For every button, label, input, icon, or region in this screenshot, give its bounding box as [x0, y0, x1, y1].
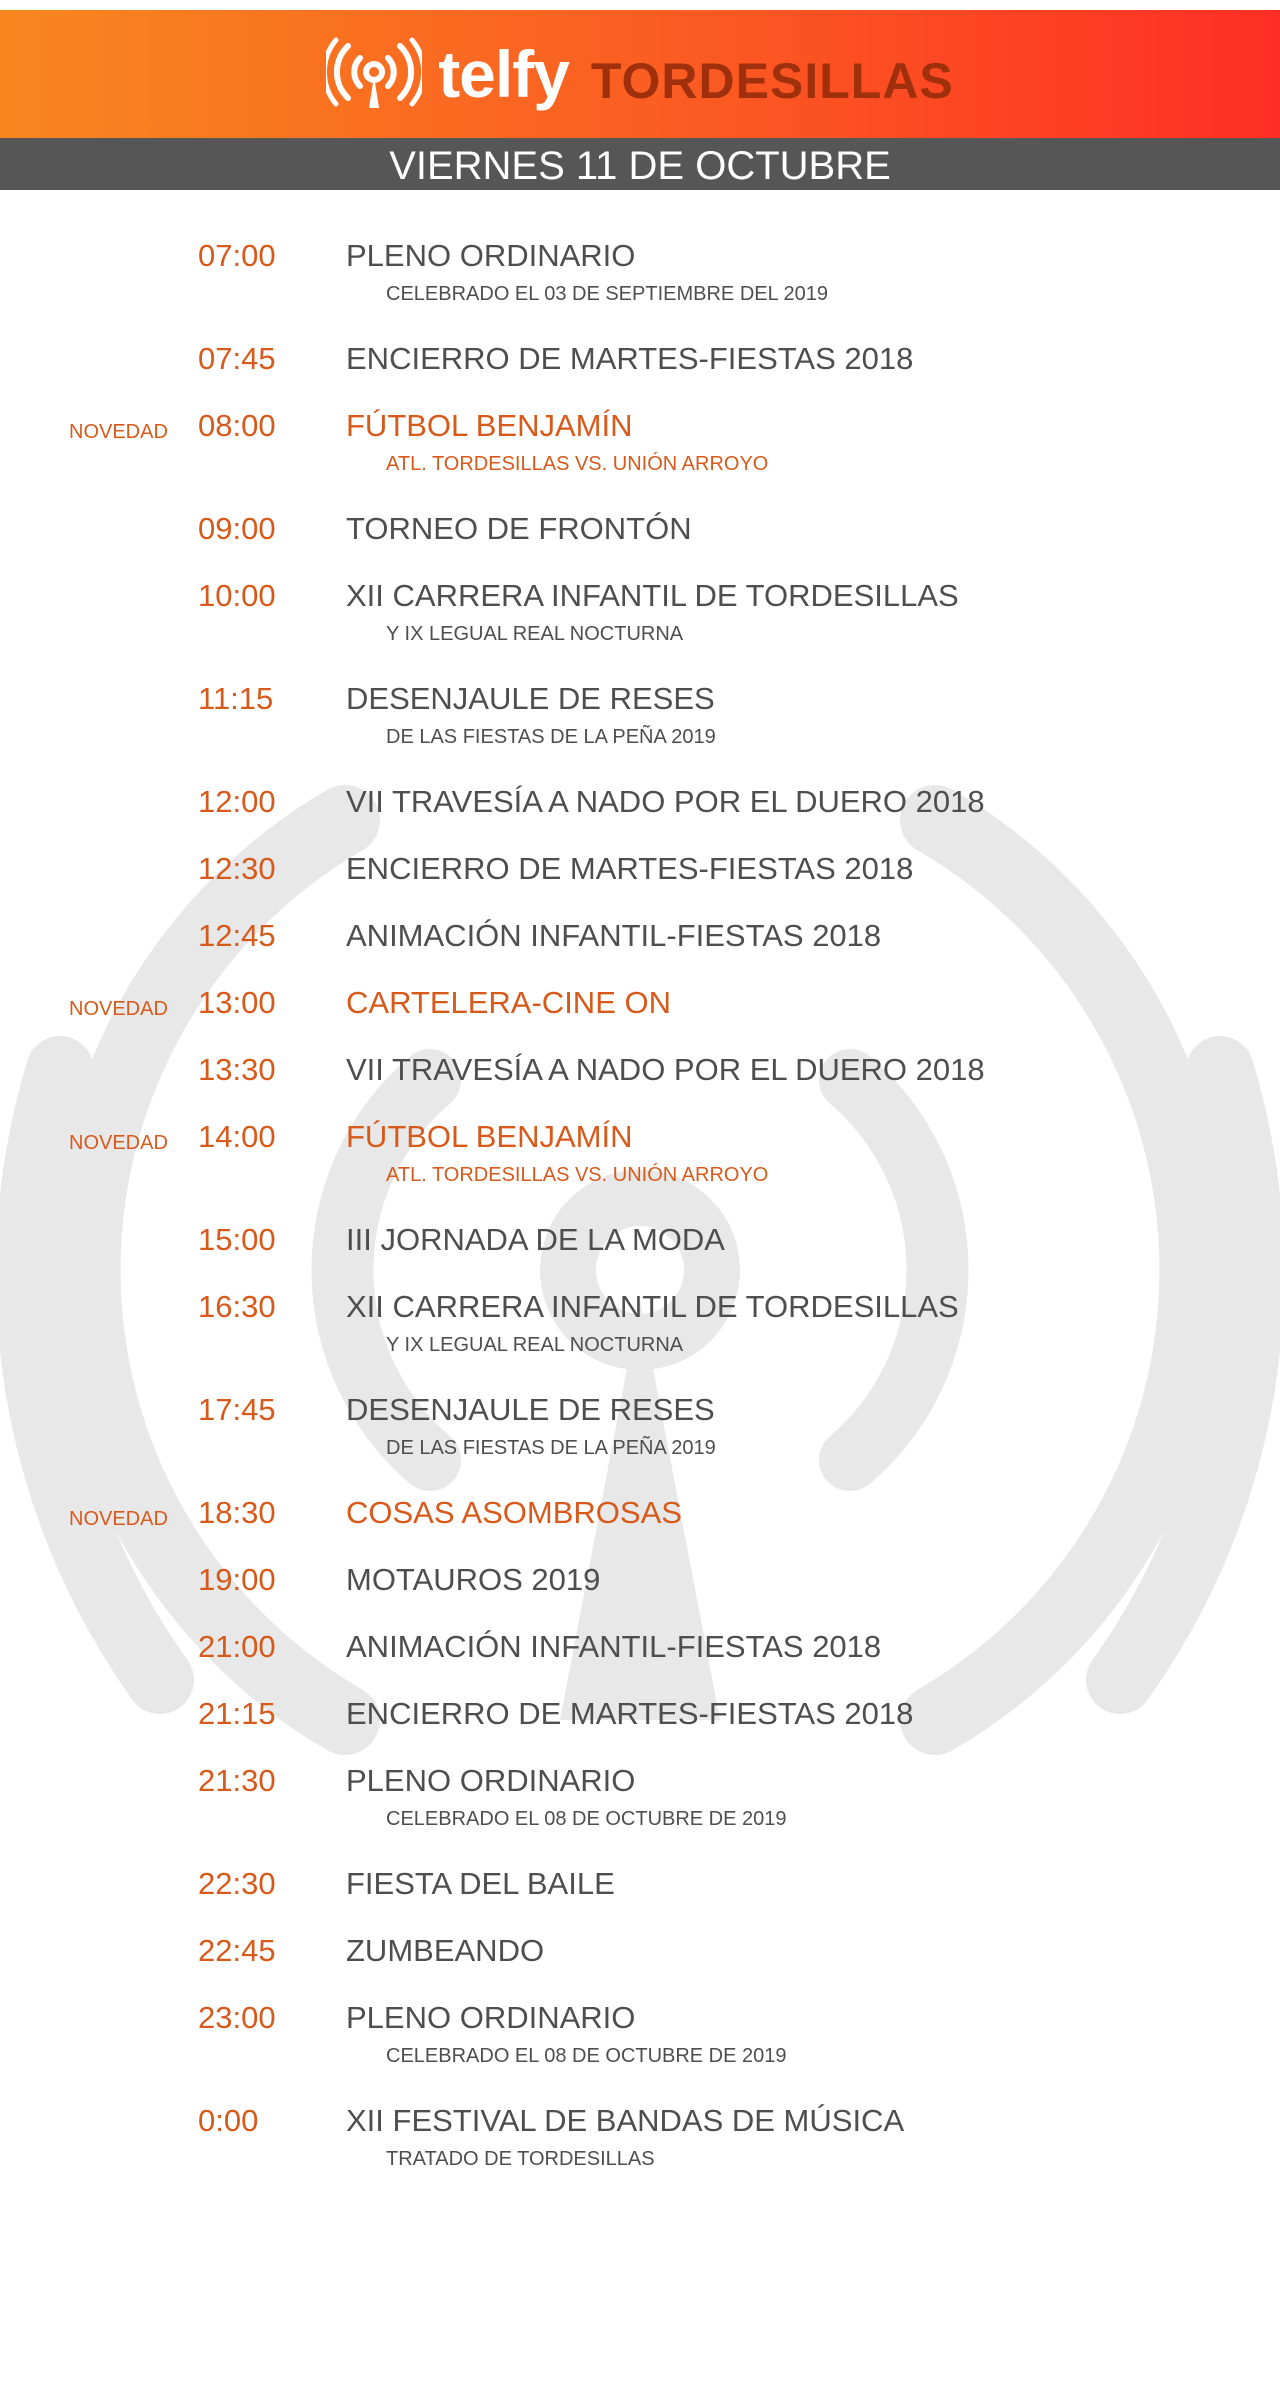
program-title: COSAS ASOMBROSAS	[346, 1495, 682, 1530]
schedule-row	[0, 1761, 1280, 1864]
schedule-time: 10:00	[198, 578, 276, 613]
schedule-row	[0, 1864, 1280, 1931]
schedule-row	[0, 916, 1280, 983]
schedule-time: 09:00	[198, 511, 276, 546]
program-subtitle: CELEBRADO EL 03 DE SEPTIEMBRE DEL 2019	[386, 283, 829, 305]
schedule-time: 16:30	[198, 1289, 276, 1324]
schedule-time: 0:00	[198, 2103, 259, 2138]
schedule-time: 12:30	[198, 851, 276, 886]
schedule-time: 13:30	[198, 1052, 276, 1087]
schedule-row	[0, 782, 1280, 849]
schedule-time: 07:00	[198, 238, 276, 273]
program-title: XII CARRERA INFANTIL DE TORDESILLAS	[346, 578, 959, 613]
program-title: ANIMACIÓN INFANTIL-FIESTAS 2018	[346, 918, 882, 953]
schedule-row	[0, 2101, 1280, 2204]
schedule-row	[0, 406, 1280, 509]
brand-logo	[0, 10, 1280, 138]
schedule-time: 23:00	[198, 2000, 276, 2035]
novedad-badge: NOVEDAD	[69, 421, 168, 443]
program-title: ENCIERRO DE MARTES-FIESTAS 2018	[346, 1696, 914, 1731]
program-subtitle: DE LAS FIESTAS DE LA PEÑA 2019	[386, 1437, 716, 1459]
program-title: VII TRAVESÍA A NADO POR EL DUERO 2018	[346, 784, 985, 819]
schedule-row	[0, 1998, 1280, 2101]
schedule-row	[0, 1220, 1280, 1287]
novedad-badge: NOVEDAD	[69, 1508, 168, 1530]
schedule-row	[0, 339, 1280, 406]
schedule-time: 15:00	[198, 1222, 276, 1257]
brand-location: TORDESILLAS	[590, 53, 954, 109]
program-title: PLENO ORDINARIO	[346, 1763, 636, 1798]
schedule-row	[0, 576, 1280, 679]
schedule-time: 14:00	[198, 1119, 276, 1154]
program-subtitle: DE LAS FIESTAS DE LA PEÑA 2019	[386, 726, 716, 748]
schedule-row	[0, 236, 1280, 339]
broadcast-signal-icon	[326, 36, 422, 112]
program-title: III JORNADA DE LA MODA	[346, 1222, 725, 1257]
program-subtitle: Y IX LEGUAL REAL NOCTURNA	[386, 623, 684, 645]
program-title: PLENO ORDINARIO	[346, 238, 636, 273]
schedule-time: 22:45	[198, 1933, 276, 1968]
program-subtitle: TRATADO DE TORDESILLAS	[386, 2148, 655, 2170]
program-title: FÚTBOL BENJAMÍN	[346, 1119, 633, 1154]
schedule-row	[0, 679, 1280, 782]
program-title: MOTAUROS 2019	[346, 1562, 601, 1597]
schedule-row	[0, 1050, 1280, 1117]
program-title: DESENJAULE DE RESES	[346, 681, 715, 716]
schedule-time: 12:00	[198, 784, 276, 819]
schedule-time: 13:00	[198, 985, 276, 1020]
program-title: CARTELERA-CINE ON	[346, 985, 671, 1020]
schedule-time: 22:30	[198, 1866, 276, 1901]
novedad-badge: NOVEDAD	[69, 998, 168, 1020]
schedule-row	[0, 983, 1280, 1050]
schedule-time: 21:15	[198, 1696, 276, 1731]
schedule-time: 21:30	[198, 1763, 276, 1798]
program-subtitle: ATL. TORDESILLAS VS. UNIÓN ARROYO	[386, 1164, 769, 1186]
program-title: ENCIERRO DE MARTES-FIESTAS 2018	[346, 851, 914, 886]
schedule-row	[0, 1117, 1280, 1220]
program-subtitle: ATL. TORDESILLAS VS. UNIÓN ARROYO	[386, 453, 769, 475]
schedule-time: 07:45	[198, 341, 276, 376]
schedule-time: 21:00	[198, 1629, 276, 1664]
program-title: ANIMACIÓN INFANTIL-FIESTAS 2018	[346, 1629, 882, 1664]
schedule-row	[0, 1560, 1280, 1627]
novedad-badge: NOVEDAD	[69, 1132, 168, 1154]
program-subtitle: CELEBRADO EL 08 DE OCTUBRE DE 2019	[386, 1808, 787, 1830]
schedule-time: 19:00	[198, 1562, 276, 1597]
program-title: XII FESTIVAL DE BANDAS DE MÚSICA	[346, 2103, 905, 2138]
program-title: DESENJAULE DE RESES	[346, 1392, 715, 1427]
program-title: XII CARRERA INFANTIL DE TORDESILLAS	[346, 1289, 959, 1324]
schedule-time: 11:15	[198, 681, 274, 716]
schedule-row	[0, 1493, 1280, 1560]
program-title: FIESTA DEL BAILE	[346, 1866, 615, 1901]
schedule-row	[0, 1627, 1280, 1694]
schedule-row	[0, 1931, 1280, 1998]
header-bar	[0, 10, 1280, 138]
program-title: TORNEO DE FRONTÓN	[346, 511, 692, 546]
schedule-time: 08:00	[198, 408, 276, 443]
schedule-time: 12:45	[198, 918, 276, 953]
program-title: VII TRAVESÍA A NADO POR EL DUERO 2018	[346, 1052, 985, 1087]
schedule-row	[0, 1390, 1280, 1493]
program-title: FÚTBOL BENJAMÍN	[346, 408, 633, 443]
schedule-row	[0, 1694, 1280, 1761]
program-title: ZUMBEANDO	[346, 1933, 545, 1968]
schedule-row	[0, 1287, 1280, 1390]
program-subtitle: Y IX LEGUAL REAL NOCTURNA	[386, 1334, 684, 1356]
day-heading: VIERNES 11 DE OCTUBRE	[0, 138, 1280, 190]
schedule-time: 17:45	[198, 1392, 276, 1427]
brand-name: telfy	[438, 37, 569, 111]
program-title: PLENO ORDINARIO	[346, 2000, 636, 2035]
program-subtitle: CELEBRADO EL 08 DE OCTUBRE DE 2019	[386, 2045, 787, 2067]
schedule-row	[0, 849, 1280, 916]
schedule-row	[0, 509, 1280, 576]
schedule-list	[0, 236, 1280, 2204]
program-title: ENCIERRO DE MARTES-FIESTAS 2018	[346, 341, 914, 376]
schedule-time: 18:30	[198, 1495, 276, 1530]
